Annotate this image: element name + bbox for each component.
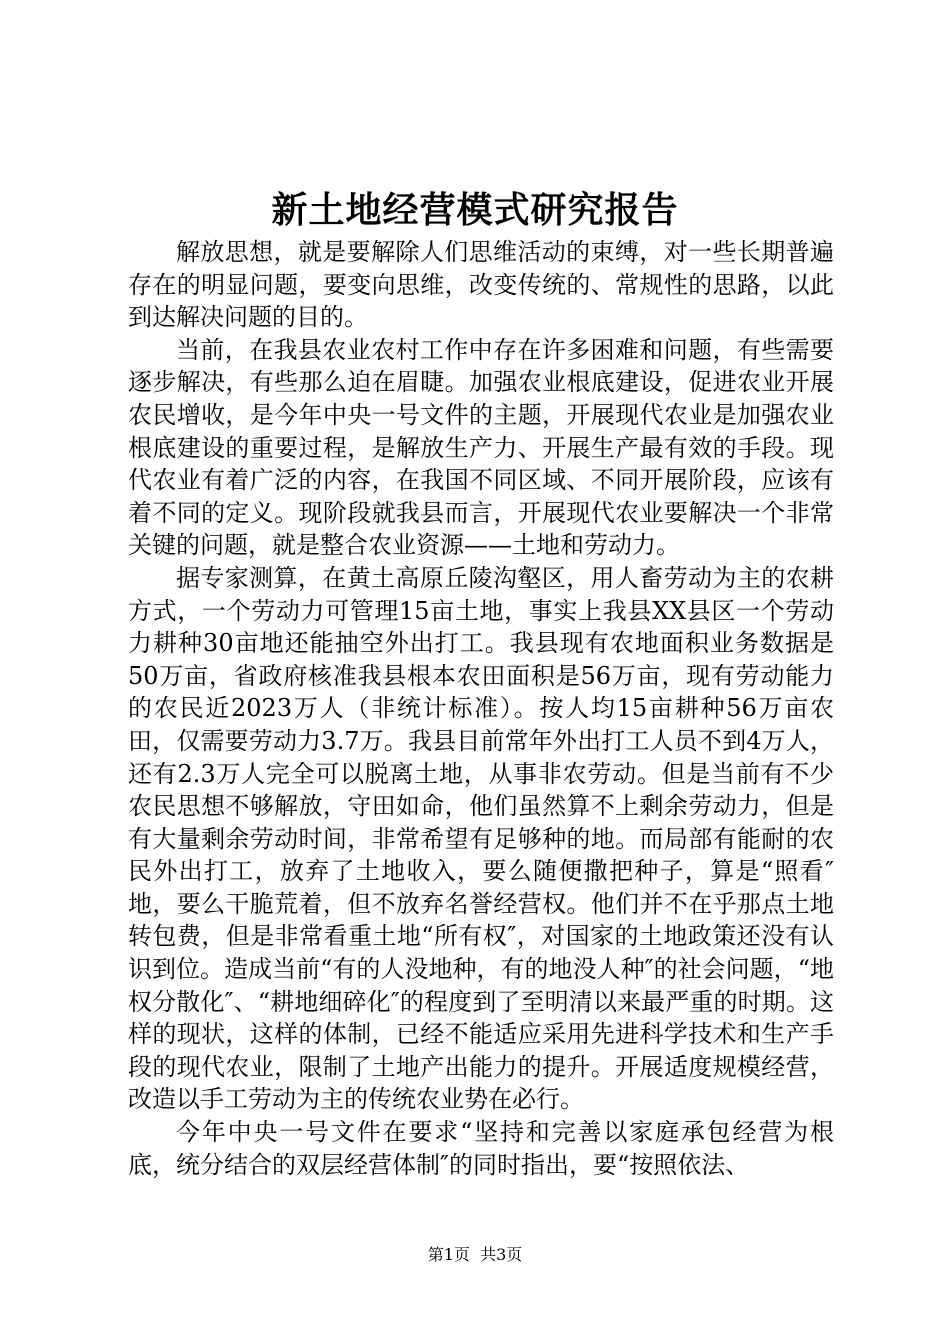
- document-title: 新土地经营模式研究报告: [271, 189, 679, 231]
- paragraph-3: 据专家测算，在黄土高原丘陵沟壑区，用人畜劳动为主的农耕方式，一个劳动力可管理15亩土地，事实上我县XX县区一个劳动力耕种30亩地还能抽空外出打工。我县现有农地面积业务数据是50万亩，省政府核准我县根本农田面积是56万亩，现有劳动能力的农民近2023万人（非统计标准）。按人均15亩耕种56万亩农田，仅需要劳动力3.7万。我县目前常年外出打工人员不到4万人，还有2.3万人完全可以脱离土地，从事非农劳动。但是当前有不少农民思想不够解放，守田如命，他们虽然算不上剩余劳动力，但是有大量剩余劳动时间，非常希望有足够种的地。而局部有能耐的农民外出打工，放弃了土地收入，要么随便撒把种子，算是“照看″地，要么干脆荒着，但不放弃名誉经营权。他们并不在乎那点土地转包费，但是非常看重土地“所有权″，对国家的土地政策还没有认识到位。造成当前“有的人没地种，有的地没人种″的社会问题，“地权分散化″、“耕地细碎化″的程度到了至明清以来最严重的时期。这样的现状，这样的体制，已经不能适应采用先进科学技术和生产手段的现代农业，限制了土地产出能力的提升。开展适度规模经营，改造以手工劳动为主的传统农业势在必行。: [128, 563, 834, 1114]
- page-footer: [0, 1244, 950, 1266]
- paragraph-4: 今年中央一号文件在要求“坚持和完善以家庭承包经营为根底，统分结合的双层经营体制″的同时指出，要“按照依法、: [128, 1118, 834, 1179]
- page-number: 第1页: [427, 1245, 470, 1264]
- page-total: 共3页: [480, 1245, 523, 1264]
- paragraph-1: 解放思想，就是要解除人们思维活动的束缚，对一些长期普遍存在的明显问题，要变向思维，改变传统的、常规性的思路，以此到达解决问题的目的。: [128, 238, 834, 332]
- paragraph-2: 当前，在我县农业农村工作中存在许多困难和问题，有些需要逐步解决，有些那么迫在眉睫。加强农业根底建设，促进农业开展农民增收，是今年中央一号文件的主题，开展现代农业是加强农业根底建设的重要过程，是解放生产力、开展生产最有效的手段。现代农业有着广泛的内容，在我国不同区域、不同开展阶段，应该有着不同的定义。现阶段就我县而言，开展现代农业要解决一个非常关键的问题，就是整合农业资源——土地和劳动力。: [128, 335, 834, 560]
- document-body: [128, 236, 834, 1181]
